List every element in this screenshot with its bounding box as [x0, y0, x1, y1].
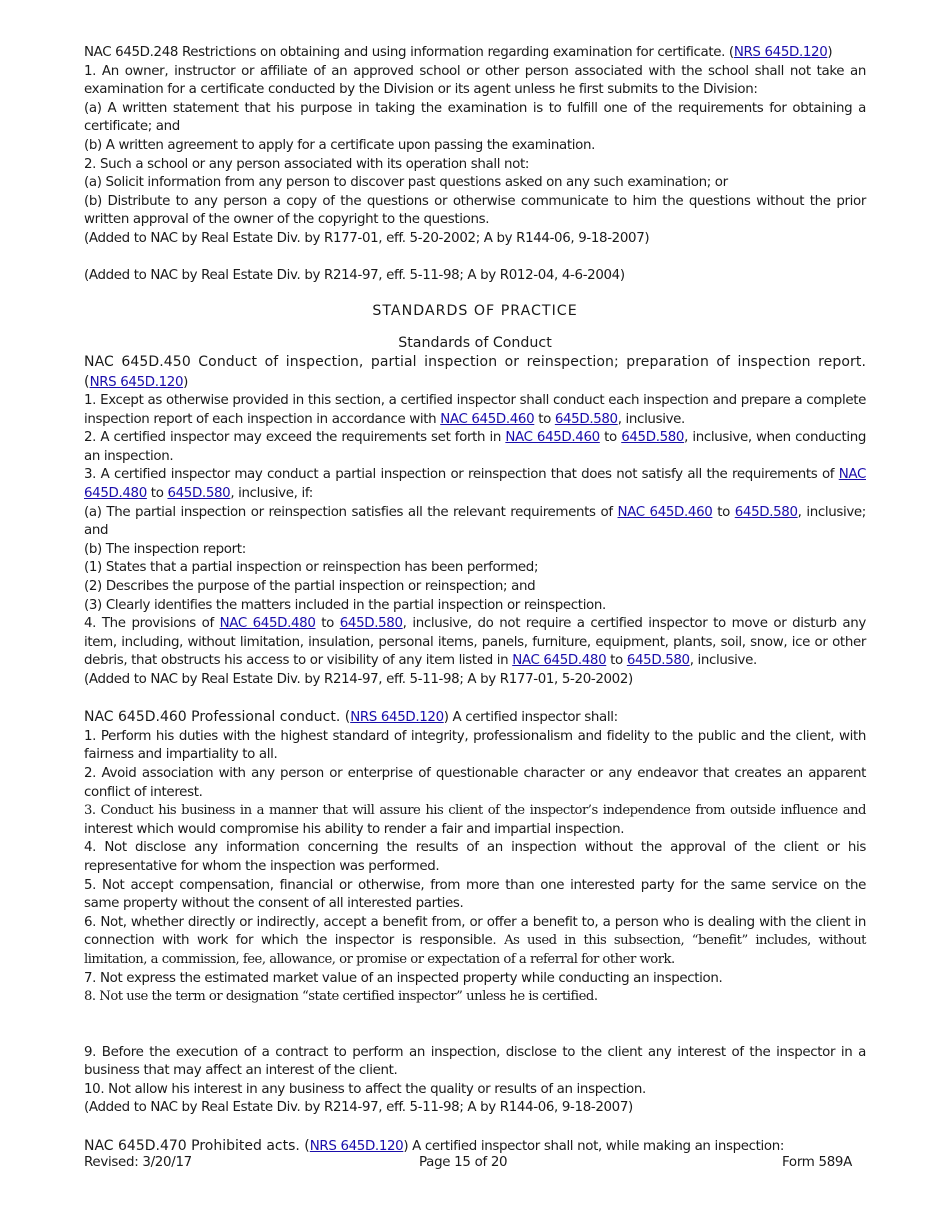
nac-link[interactable]: 645D.580: [167, 486, 231, 502]
paragraph: 7. Not express the estimated market value of an inspected property while conducting an inspection.: [84, 970, 723, 986]
paragraph: 1. Except as otherwise provided in this section, a certified inspector shall conduct each inspection and prepare a complete inspection report of each inspection in accordance with NAC 645D.460 to 645D.580, inclusive.: [84, 393, 866, 427]
nac-link[interactable]: 645D.580: [621, 430, 685, 446]
nac-link[interactable]: NAC 645D.460: [617, 504, 713, 520]
revised-date: Revised: 3/20/17: [84, 1155, 192, 1170]
nac-link[interactable]: 645D.580: [626, 653, 690, 669]
history-note: (Added to NAC by Real Estate Div. by R214-97, eff. 5-11-98; A by R144-06, 9-18-2007): [84, 1100, 633, 1116]
paragraph: 6. Not, whether directly or indirectly, accept a benefit from, or offer a benefit to, a person who is dealing with the client in connection with work for which the inspector is responsible. As used in this subsection, “benefit” includes, without limitation, a commission, fee, allowance, or promise or expectation of a referral for other work.: [84, 914, 866, 967]
paragraph: (b) A written agreement to apply for a certificate upon passing the examination.: [84, 137, 595, 153]
paragraph: (a) A written statement that his purpose in taking the examination is to fulfill one of the requirements for obtaining a certificate; and: [84, 100, 866, 135]
heading-standards-of-practice: STANDARDS OF PRACTICE: [372, 302, 578, 319]
paragraph: 10. Not allow his interest in any business to affect the quality or results of an inspection.: [84, 1081, 646, 1097]
nrs-link[interactable]: NRS 645D.120: [733, 45, 828, 60]
paragraph: 2. A certified inspector may exceed the requirements set forth in NAC 645D.460 to 645D.580, inclusive, when conducting an inspection.: [84, 430, 866, 464]
paragraph: 1. Perform his duties with the highest standard of integrity, professionalism and fidelity to the public and the client, with fairness and impartiality to all.: [84, 728, 866, 763]
section-450-title: NAC 645D.450 Conduct of inspection, partial inspection or reinspection; preparation of inspection report. (NRS 645D.120): [84, 353, 866, 390]
paragraph: 1. An owner, instructor or affiliate of an approved school or other person associated with the school shall not take an examination for a certificate conducted by the Division or its agent unless he first submits to the Division:: [84, 63, 866, 98]
form-number: Form 589A: [782, 1155, 853, 1170]
nac-link[interactable]: NAC 645D.460: [440, 411, 535, 427]
paragraph: 8. Not use the term or designation “state certified inspector” unless he is certified.: [84, 989, 598, 1005]
paragraph: (b) Distribute to any person a copy of the questions or otherwise communicate to him the questions without the prior written approval of the owner of the copyright to the questions.: [84, 193, 866, 228]
paragraph: (a) The partial inspection or reinspection satisfies all the relevant requirements of NAC 645D.460 to 645D.580, inclusive; and: [84, 504, 866, 539]
nrs-link[interactable]: NRS 645D.120: [309, 1138, 404, 1154]
nac-link[interactable]: 645D.580: [339, 616, 403, 632]
paragraph: 4. The provisions of NAC 645D.480 to 645D.580, inclusive, do not require a certified inspector to move or disturb any item, including, without limitation, insulation, personal items, panels, furniture, equipment, plants, soil, snow, ice or other debris, that obstructs his access to or visibility of any item listed in NAC 645D.480 to 645D.580, inclusive.: [84, 616, 866, 669]
paragraph: (a) Solicit information from any person to discover past questions asked on any such examination; or: [84, 175, 728, 191]
paragraph: (1) States that a partial inspection or reinspection has been performed;: [84, 560, 539, 576]
history-note: (Added to NAC by Real Estate Div. by R214-97, eff. 5-11-98; A by R177-01, 5-20-2002): [84, 672, 633, 687]
section-460-title: NAC 645D.460 Professional conduct. (NRS 645D.120) A certified inspector shall:: [84, 709, 618, 726]
paragraph: 5. Not accept compensation, financial or otherwise, from more than one interested party for the same service on the same property without the consent of all interested parties.: [84, 877, 866, 912]
paragraph: 2. Such a school or any person associated with its operation shall not:: [84, 156, 530, 172]
nac-link[interactable]: NAC 645D.460: [505, 430, 600, 446]
nac-link[interactable]: 645D.580: [554, 411, 618, 427]
nrs-link[interactable]: NRS 645D.120: [350, 710, 444, 726]
paragraph: 3. A certified inspector may conduct a partial inspection or reinspection that does not satisfy all the requirements of NAC 645D.480 to 645D.580, inclusive, if:: [84, 467, 866, 502]
page-number: Page 15 of 20: [419, 1155, 508, 1170]
nac-link[interactable]: NAC 645D.480: [219, 616, 316, 632]
nac-link[interactable]: 645D.580: [734, 504, 798, 520]
history-note: (Added to NAC by Real Estate Div. by R214-97, eff. 5-11-98; A by R012-04, 4-6-2004): [84, 268, 625, 284]
history-note: (Added to NAC by Real Estate Div. by R177-01, eff. 5-20-2002; A by R144-06, 9-18-2007): [84, 230, 650, 246]
section-248-title: NAC 645D.248 Restrictions on obtaining and using information regarding examination for certificate. (NRS 645D.120): [84, 45, 833, 60]
document-body: [84, 44, 866, 1156]
heading-standards-of-conduct: Standards of Conduct: [398, 335, 552, 352]
section-470-title: NAC 645D.470 Prohibited acts. (NRS 645D.120) A certified inspector shall not, while making an inspection:: [84, 1137, 785, 1154]
nac-link[interactable]: NAC 645D.480: [512, 653, 607, 669]
nac-link[interactable]: NAC 645D.480: [84, 467, 866, 502]
paragraph: (3) Clearly identifies the matters included in the partial inspection or reinspection.: [84, 597, 606, 613]
paragraph: 3. Conduct his business in a manner that will assure his client of the inspector’s independence from outside influence and interest which would compromise his ability to render a fair and impartial inspection.: [84, 803, 866, 837]
paragraph: (b) The inspection report:: [84, 541, 246, 557]
paragraph: 4. Not disclose any information concerning the results of an inspection without the approval of the client or his representative for whom the inspection was performed.: [84, 840, 866, 874]
paragraph: 9. Before the execution of a contract to perform an inspection, disclose to the client any interest of the inspector in a business that may affect an interest of the client.: [84, 1044, 866, 1079]
paragraph: (2) Describes the purpose of the partial inspection or reinspection; and: [84, 579, 536, 595]
nrs-link[interactable]: NRS 645D.120: [89, 374, 184, 390]
paragraph: 2. Avoid association with any person or enterprise of questionable character or any endeavor that creates an apparent conflict of interest.: [84, 765, 866, 800]
